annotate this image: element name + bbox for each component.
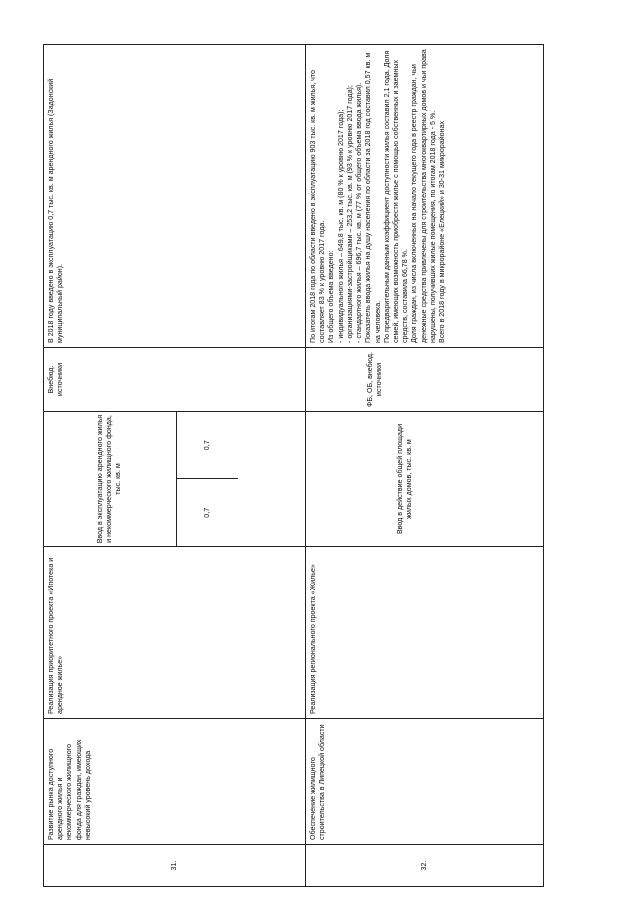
indicator-label: Ввод в эксплуатацию арендного жилья и некоммерческого жилищного фонда, тыс. кв. м	[95, 414, 123, 544]
indicator-value-fact: 0,7	[176, 412, 238, 479]
result-line: Из общего объема введено:	[327, 250, 336, 343]
result-cell: В 2018 году введено в эксплуатацию 0,7 тыс. кв. м арендного жилья (Задонский муниципальный район).	[44, 45, 306, 348]
table-row	[306, 45, 544, 887]
table-row	[44, 45, 306, 887]
indicator-value-plan: 0,7	[176, 479, 238, 546]
result-line: Доля граждан, из числа включенных на начало текущего года в реестр граждан, чьи денежные средства привлечены для строительства многоквартирных домов и чьи права нарушены, получивших жилые помещения, по итогам 2018 года - 5 %.	[410, 49, 437, 343]
indicator-label: Ввод в действие общей площади жилых домов, тыс. кв. м	[396, 423, 414, 535]
indicator-subtable	[44, 412, 238, 546]
funding-source: ФБ, ОБ, внебюд. источники	[306, 348, 544, 412]
indicator-cell	[306, 412, 544, 547]
result-line: По предварительным данным коэффициент доступности жилья составил 2,1 года. Доля семей, имеющих возможность приобрести жилье с помощью собственных и заемных средств, составила 66,78 %.	[382, 50, 410, 343]
measure-cell: Реализация приоритетного проекта «Ипотека и арендное жилье»	[44, 547, 306, 719]
measure-cell: Реализация регионального проекта «Жилье»	[306, 547, 544, 719]
rotated-document-page	[43, 45, 543, 887]
objective-cell: Обеспечение жилищного строительства в Липецкой области	[306, 719, 544, 845]
result-line: - индивидуального жилья – 649,8 тыс. кв. м (80 % к уровню 2017 года);	[336, 109, 345, 343]
result-line: - стандартного жилья – 696,7 тыс. кв. м (77 % от общего объема ввода жилья).	[355, 82, 364, 343]
result-line: - организациями-застройщиками – 253,2 тыс. кв. м (93 % к уровню 2017 года);	[345, 85, 354, 343]
result-line: Показатель ввода жилья на душу населения по области за 2018 год составил 0,57 кв. м на человека.	[364, 52, 382, 343]
row-number: 32.	[306, 845, 544, 887]
result-cell	[306, 45, 544, 348]
result-line: По итогам 2018 года по области введено в эксплуатацию 903 тыс. кв. м жилья, что составляет 83 % к уровню 2017 года.	[309, 70, 327, 343]
measures-table	[43, 44, 544, 887]
row-number: 31.	[44, 845, 306, 887]
objective-cell: Развитие рынка доступного арендного жилья и некоммерческого жилищного фонда для граждан, имеющих невысокий уровень дохода	[44, 719, 306, 845]
result-line: Всего в 2018 году в микрорайоне «Елецкий» и 30-31 микрорайонах	[438, 120, 447, 343]
funding-source: Внебюд. источники	[44, 348, 306, 412]
indicator-cell	[44, 412, 306, 547]
